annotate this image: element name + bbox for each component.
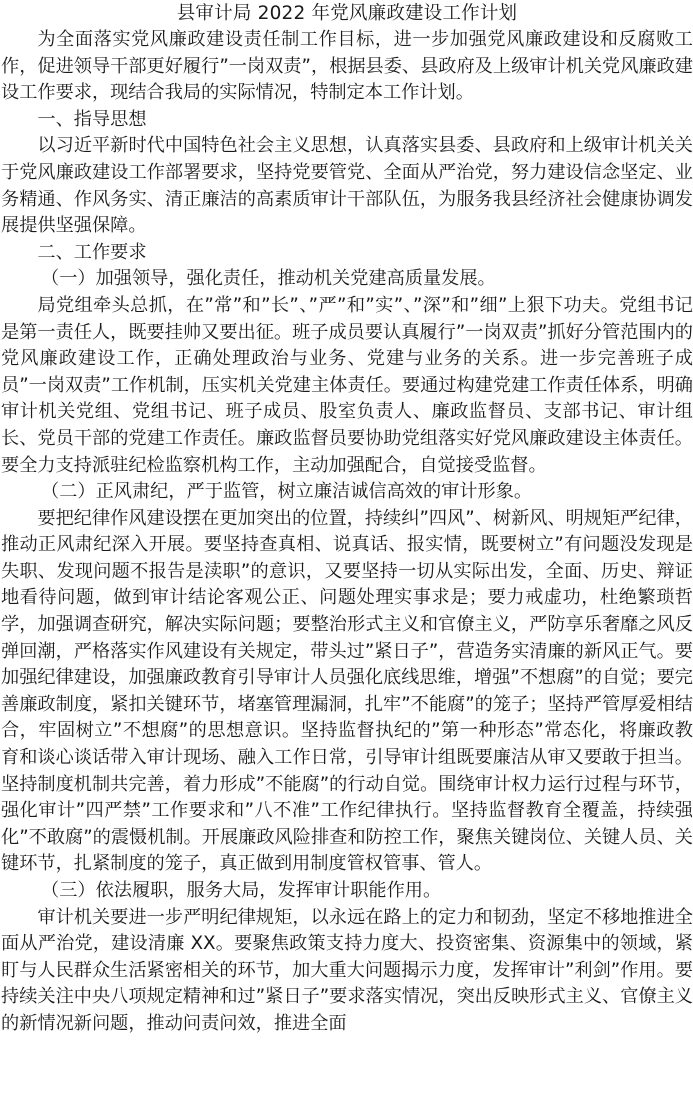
subsection-heading-discipline: （二）正风肃纪，严于监管，树立廉洁诚信高效的审计形象。 bbox=[41, 481, 533, 503]
subsection-body-leadership: 局党组牵头总抓，在”常”和”长”、”严”和”实”、”深”和”细”上狠下功夫。党组书记是第一责任人，既要挂帅又要出征。班子成员要认真履行”一岗双责”抓好分管范围内的党风廉政建设工作，正确处理政治与业务、党建与业务的关系。进一步完善班子成员”一岗双责”工作机制，压实机关党建主体责任。要通过构建党建工作责任体系，明确审计机关党组、党组书记、班子成员、股室负责人、廉政监督员、支部书记、审计组长、党员干部的党建工作责任。廉政监督员要协助党组落实好党风廉政建设主体责任。要全力支持派驻纪检监察机构工作，主动加强配合，自觉接受监督。 bbox=[1, 294, 693, 476]
subsection-heading-duty: （三）依法履职，服务大局，发挥审计职能作用。 bbox=[41, 880, 442, 901]
document-title: 县审计局 2022 年党风廉政建设工作计划 bbox=[176, 3, 518, 24]
subsection-body-discipline: 要把纪律作风建设摆在更加突出的位置，持续纠”四风”、树新风、明规矩严纪律，推动正风肃纪深入开展。要坚持查真相、说真话、报实情，既要树立”有问题没发现是失职、发现问题不报告是渎职”的意识，又要坚持一切从实际出发，全面、历史、辩证地看待问题，做到审计结论客观公正、问题处理实事求是；要力戒虚功，杜绝繁琐哲学，加强调查研究，解决实际问题；要整治形式主义和官僚主义，严防享乐奢靡之风反弹回潮，严格落实作风建设有关规定，带头过”紧日子”，营造务实清廉的新风正气。要加强纪律建设，加强廉政教育引导审计人员强化底线思维，增强”不想腐”的自觉；要完善廉政制度，紧扣关键环节，堵塞管理漏洞，扎牢”不能腐”的笼子；坚持严管厚爱相结合，牢固树立”不想腐”的思想意识。坚持监督执纪的”第一种形态”常态化，将廉政教育和谈心谈话带入审计现场、融入工作日常，引导审计组既要廉洁从审又要敢于担当。坚持制度机制共完善，着力形成”不能腐”的行动自觉。围绕审计权力运行过程与环节，强化审计”四严禁”工作要求和”八不准”工作纪律执行。坚持监督教育全覆盖，持续强化”不敢腐”的震慑机制。开展廉政风险排查和防控工作，聚焦关键岗位、关键人员、关键环节，扎紧制度的笼子，真正做到用制度管权管事、管人。 bbox=[1, 507, 693, 875]
subsection-heading-leadership: （一）加强领导，强化责任，推动机关党建高质量发展。 bbox=[41, 268, 496, 290]
subsection-body-duty: 审计机关要进一步严明纪律规矩，以永远在路上的定力和韧劲，坚定不移地推进全面从严治党，建设清廉 XX。要聚焦政策支持力度大、投资密集、资源集中的领域，紧盯与人民群众生活紧密相关的环节，加大重大问题揭示力度，发挥审计”利剑”作用。要持续关注中央八项规定精神和过”紧日子”要求落实情况，突出反映形式主义、官僚主义的新情况新问题，推动问责问效，推进全面 bbox=[1, 906, 693, 1034]
section-heading-guiding-ideology: 一、指导思想 bbox=[37, 108, 147, 130]
section-heading-work-requirements: 二、工作要求 bbox=[37, 241, 147, 263]
intro-paragraph: 为全面落实党风廉政建设责任制工作目标，进一步加强党风廉政建设和反腐败工作，促进领导干部更好履行”一岗双责”，根据县委、县政府及上级审计机关党风廉政建设工作要求，现结合我局的实际情况，特制定本工作计划。 bbox=[1, 29, 693, 104]
section-body-guiding-ideology: 以习近平新时代中国特色社会主义思想，认真落实县委、县政府和上级审计机关关于党风廉政建设工作部署要求，坚持党要管党、全面从严治党，努力建设信念坚定、业务精通、作风务实、清正廉洁的高素质审计干部队伍，为服务我县经济社会健康协调发展提供坚强保障。 bbox=[1, 135, 693, 237]
